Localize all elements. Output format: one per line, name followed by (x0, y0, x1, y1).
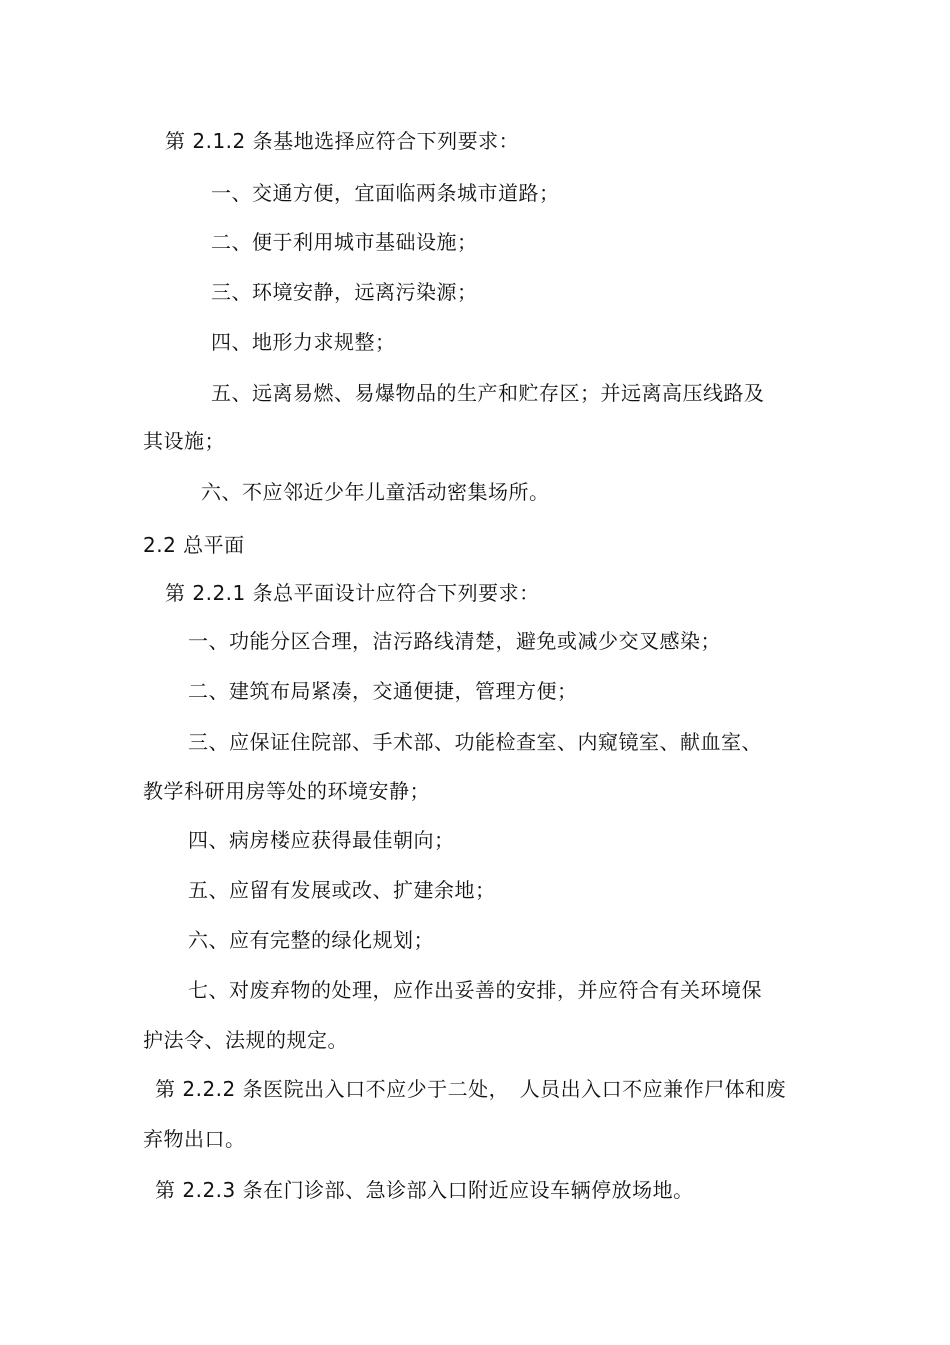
list-item: 五、应留有发展或改、扩建余地； (188, 878, 496, 902)
list-item-continuation: 护法令、法规的规定。 (143, 1028, 348, 1052)
section-heading: 2.2 总平面 (143, 533, 245, 557)
list-item-continuation: 其设施； (143, 429, 225, 453)
clause-2-1-2-heading: 第 2.1.2 条基地选择应符合下列要求： (165, 129, 520, 153)
list-item-continuation: 教学科研用房等处的环境安静； (143, 779, 430, 803)
list-item: 六、不应邻近少年儿童活动密集场所。 (201, 480, 550, 504)
list-item: 四、病房楼应获得最佳朝向； (188, 828, 455, 852)
list-item: 六、应有完整的绿化规划； (188, 928, 434, 952)
list-item: 一、交通方便，宜面临两条城市道路； (211, 181, 560, 205)
clause-2-2-2: 第 2.2.2 条医院出入口不应少于二处， 人员出入口不应兼作尸体和废 (155, 1077, 787, 1101)
clause-continuation: 弃物出口。 (143, 1127, 246, 1151)
clause-2-2-1-heading: 第 2.2.1 条总平面设计应符合下列要求： (165, 581, 540, 605)
list-item: 三、应保证住院部、手术部、功能检查室、内窥镜室、献血室、 (188, 730, 762, 754)
list-item: 七、对废弃物的处理，应作出妥善的安排，并应符合有关环境保 (188, 978, 762, 1002)
list-item: 五、远离易燃、易爆物品的生产和贮存区；并远离高压线路及 (211, 381, 765, 405)
list-item: 二、便于利用城市基础设施； (211, 230, 478, 254)
clause-2-2-3: 第 2.2.3 条在门诊部、急诊部入口附近应设车辆停放场地。 (155, 1178, 694, 1202)
list-item: 二、建筑布局紧凑，交通便捷，管理方便； (188, 679, 578, 703)
list-item: 一、功能分区合理，洁污路线清楚，避免或减少交叉感染； (188, 629, 721, 653)
list-item: 四、地形力求规整； (211, 330, 396, 354)
list-item: 三、环境安静，远离污染源； (211, 280, 478, 304)
